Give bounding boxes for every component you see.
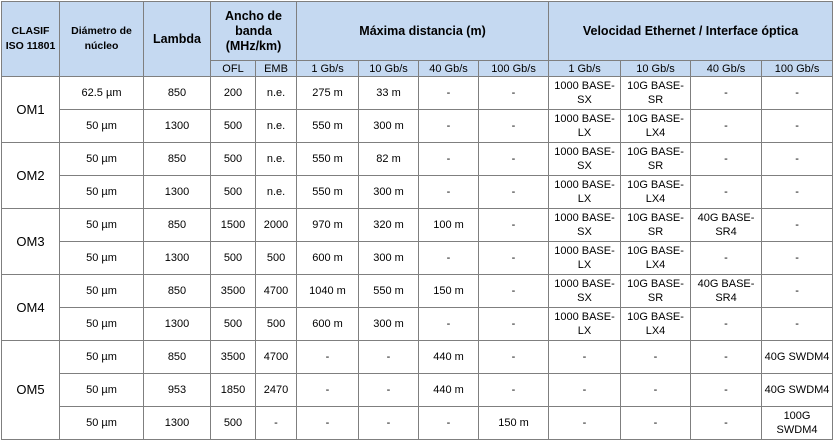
cell-vel-100g: - <box>762 143 833 176</box>
cell-dist-1g: - <box>297 374 359 407</box>
cell-vel-10g: - <box>621 341 691 374</box>
cell-dist-10g: 300 m <box>359 242 419 275</box>
subheader-emb: EMB <box>256 61 297 77</box>
header-ancho-banda: Ancho de banda (MHz/km) <box>211 2 297 61</box>
cell-diametro: 50 µm <box>60 209 144 242</box>
cell-dist-1g: 1040 m <box>297 275 359 308</box>
cell-diametro: 50 µm <box>60 242 144 275</box>
cell-dist-100g: - <box>479 275 549 308</box>
cell-vel-10g: 10G BASE-LX4 <box>621 242 691 275</box>
cell-vel-100g: - <box>762 209 833 242</box>
cell-diametro: 50 µm <box>60 341 144 374</box>
cell-lambda: 850 <box>144 77 211 110</box>
subheader-vel-40g: 40 Gb/s <box>691 61 762 77</box>
cell-dist-40g: - <box>419 308 479 341</box>
cell-dist-40g: 440 m <box>419 341 479 374</box>
table-row <box>2 275 833 308</box>
cell-dist-40g: 100 m <box>419 209 479 242</box>
cell-emb: n.e. <box>256 77 297 110</box>
cell-emb: 500 <box>256 308 297 341</box>
table-header <box>2 2 833 77</box>
cell-ofl: 3500 <box>211 341 256 374</box>
cell-clase: OM2 <box>2 143 60 209</box>
cell-vel-40g: - <box>691 341 762 374</box>
cell-vel-100g: - <box>762 176 833 209</box>
cell-dist-10g: 320 m <box>359 209 419 242</box>
subheader-dist-10g: 10 Gb/s <box>359 61 419 77</box>
cell-dist-10g: 300 m <box>359 110 419 143</box>
cell-dist-100g: - <box>479 308 549 341</box>
cell-diametro: 50 µm <box>60 275 144 308</box>
cell-vel-1g: 1000 BASE-LX <box>549 176 621 209</box>
subheader-vel-10g: 10 Gb/s <box>621 61 691 77</box>
cell-emb: - <box>256 407 297 440</box>
cell-dist-1g: - <box>297 407 359 440</box>
cell-ofl: 500 <box>211 110 256 143</box>
cell-dist-100g: - <box>479 209 549 242</box>
cell-ofl: 500 <box>211 407 256 440</box>
cell-vel-100g: 40G SWDM4 <box>762 374 833 407</box>
cell-dist-10g: 300 m <box>359 308 419 341</box>
cell-clase: OM3 <box>2 209 60 275</box>
cell-dist-40g: - <box>419 176 479 209</box>
table-row <box>2 242 833 275</box>
cell-dist-100g: - <box>479 242 549 275</box>
subheader-vel-100g: 100 Gb/s <box>762 61 833 77</box>
table-row <box>2 176 833 209</box>
cell-dist-10g: 550 m <box>359 275 419 308</box>
cell-dist-100g: - <box>479 176 549 209</box>
cell-diametro: 62.5 µm <box>60 77 144 110</box>
cell-ofl: 1500 <box>211 209 256 242</box>
table-row <box>2 110 833 143</box>
cell-dist-10g: 82 m <box>359 143 419 176</box>
cell-vel-40g: - <box>691 374 762 407</box>
cell-diametro: 50 µm <box>60 110 144 143</box>
cell-vel-100g: - <box>762 275 833 308</box>
cell-ofl: 500 <box>211 143 256 176</box>
fiber-spec-table <box>1 1 833 440</box>
cell-clase: OM1 <box>2 77 60 143</box>
cell-vel-10g: 10G BASE-LX4 <box>621 110 691 143</box>
cell-lambda: 1300 <box>144 242 211 275</box>
cell-dist-100g: - <box>479 374 549 407</box>
cell-vel-10g: 10G BASE-SR <box>621 275 691 308</box>
cell-dist-1g: 550 m <box>297 176 359 209</box>
cell-vel-100g: - <box>762 110 833 143</box>
cell-vel-1g: 1000 BASE-SX <box>549 275 621 308</box>
cell-ofl: 3500 <box>211 275 256 308</box>
cell-vel-1g: 1000 BASE-SX <box>549 209 621 242</box>
cell-diametro: 50 µm <box>60 176 144 209</box>
table-row <box>2 143 833 176</box>
cell-dist-1g: 550 m <box>297 143 359 176</box>
cell-vel-10g: - <box>621 374 691 407</box>
cell-vel-100g: - <box>762 308 833 341</box>
cell-dist-100g: 150 m <box>479 407 549 440</box>
cell-dist-40g: - <box>419 407 479 440</box>
cell-dist-40g: 440 m <box>419 374 479 407</box>
cell-dist-1g: - <box>297 341 359 374</box>
cell-vel-1g: - <box>549 407 621 440</box>
cell-lambda: 1300 <box>144 110 211 143</box>
cell-vel-40g: 40G BASE-SR4 <box>691 209 762 242</box>
cell-diametro: 50 µm <box>60 143 144 176</box>
cell-vel-40g: - <box>691 308 762 341</box>
cell-emb: 2470 <box>256 374 297 407</box>
cell-dist-1g: 600 m <box>297 308 359 341</box>
header-clasif: CLASIF ISO 11801 <box>2 2 60 77</box>
table-row <box>2 341 833 374</box>
cell-emb: 4700 <box>256 275 297 308</box>
cell-vel-40g: 40G BASE-SR4 <box>691 275 762 308</box>
table-row <box>2 407 833 440</box>
cell-dist-40g: - <box>419 77 479 110</box>
cell-vel-10g: 10G BASE-LX4 <box>621 176 691 209</box>
cell-dist-40g: - <box>419 242 479 275</box>
cell-ofl: 500 <box>211 308 256 341</box>
cell-lambda: 953 <box>144 374 211 407</box>
cell-ofl: 1850 <box>211 374 256 407</box>
cell-lambda: 850 <box>144 209 211 242</box>
cell-emb: 500 <box>256 242 297 275</box>
table-body <box>2 77 833 440</box>
cell-ofl: 500 <box>211 176 256 209</box>
cell-vel-1g: 1000 BASE-LX <box>549 110 621 143</box>
cell-ofl: 200 <box>211 77 256 110</box>
subheader-dist-40g: 40 Gb/s <box>419 61 479 77</box>
cell-vel-10g: 10G BASE-SR <box>621 77 691 110</box>
cell-vel-10g: 10G BASE-LX4 <box>621 308 691 341</box>
header-diametro: Diámetro de núcleo <box>60 2 144 77</box>
cell-vel-100g: - <box>762 77 833 110</box>
cell-dist-100g: - <box>479 77 549 110</box>
table-row <box>2 209 833 242</box>
cell-lambda: 850 <box>144 143 211 176</box>
cell-emb: n.e. <box>256 176 297 209</box>
cell-dist-40g: 150 m <box>419 275 479 308</box>
subheader-ofl: OFL <box>211 61 256 77</box>
cell-vel-1g: - <box>549 341 621 374</box>
cell-ofl: 500 <box>211 242 256 275</box>
cell-dist-1g: 600 m <box>297 242 359 275</box>
cell-dist-100g: - <box>479 110 549 143</box>
table-row <box>2 374 833 407</box>
cell-vel-1g: 1000 BASE-LX <box>549 308 621 341</box>
cell-vel-40g: - <box>691 143 762 176</box>
cell-dist-40g: - <box>419 143 479 176</box>
cell-vel-40g: - <box>691 77 762 110</box>
cell-dist-10g: - <box>359 407 419 440</box>
cell-vel-1g: 1000 BASE-LX <box>549 242 621 275</box>
cell-dist-100g: - <box>479 143 549 176</box>
cell-dist-10g: - <box>359 374 419 407</box>
cell-clase: OM5 <box>2 341 60 440</box>
cell-dist-10g: - <box>359 341 419 374</box>
cell-vel-40g: - <box>691 407 762 440</box>
cell-emb: n.e. <box>256 110 297 143</box>
table-row <box>2 77 833 110</box>
header-velocidad: Velocidad Ethernet / Interface óptica <box>549 2 833 61</box>
cell-dist-1g: 275 m <box>297 77 359 110</box>
cell-diametro: 50 µm <box>60 308 144 341</box>
header-max-distancia: Máxima distancia (m) <box>297 2 549 61</box>
cell-vel-1g: 1000 BASE-SX <box>549 77 621 110</box>
subheader-dist-100g: 100 Gb/s <box>479 61 549 77</box>
cell-vel-10g: 10G BASE-SR <box>621 143 691 176</box>
cell-vel-10g: - <box>621 407 691 440</box>
cell-lambda: 1300 <box>144 407 211 440</box>
cell-vel-40g: - <box>691 176 762 209</box>
cell-emb: 2000 <box>256 209 297 242</box>
cell-clase: OM4 <box>2 275 60 341</box>
cell-vel-10g: 10G BASE-SR <box>621 209 691 242</box>
cell-dist-1g: 970 m <box>297 209 359 242</box>
cell-emb: 4700 <box>256 341 297 374</box>
header-lambda: Lambda <box>144 2 211 77</box>
cell-vel-40g: - <box>691 242 762 275</box>
cell-vel-100g: - <box>762 242 833 275</box>
cell-lambda: 850 <box>144 275 211 308</box>
cell-dist-40g: - <box>419 110 479 143</box>
subheader-dist-1g: 1 Gb/s <box>297 61 359 77</box>
cell-dist-10g: 300 m <box>359 176 419 209</box>
subheader-vel-1g: 1 Gb/s <box>549 61 621 77</box>
cell-vel-1g: 1000 BASE-SX <box>549 143 621 176</box>
cell-emb: n.e. <box>256 143 297 176</box>
cell-vel-100g: 40G SWDM4 <box>762 341 833 374</box>
cell-lambda: 850 <box>144 341 211 374</box>
table-row <box>2 308 833 341</box>
cell-vel-1g: - <box>549 374 621 407</box>
cell-vel-40g: - <box>691 110 762 143</box>
cell-dist-1g: 550 m <box>297 110 359 143</box>
cell-vel-100g: 100G SWDM4 <box>762 407 833 440</box>
cell-dist-10g: 33 m <box>359 77 419 110</box>
cell-diametro: 50 µm <box>60 407 144 440</box>
cell-lambda: 1300 <box>144 176 211 209</box>
cell-lambda: 1300 <box>144 308 211 341</box>
cell-diametro: 50 µm <box>60 374 144 407</box>
cell-dist-100g: - <box>479 341 549 374</box>
